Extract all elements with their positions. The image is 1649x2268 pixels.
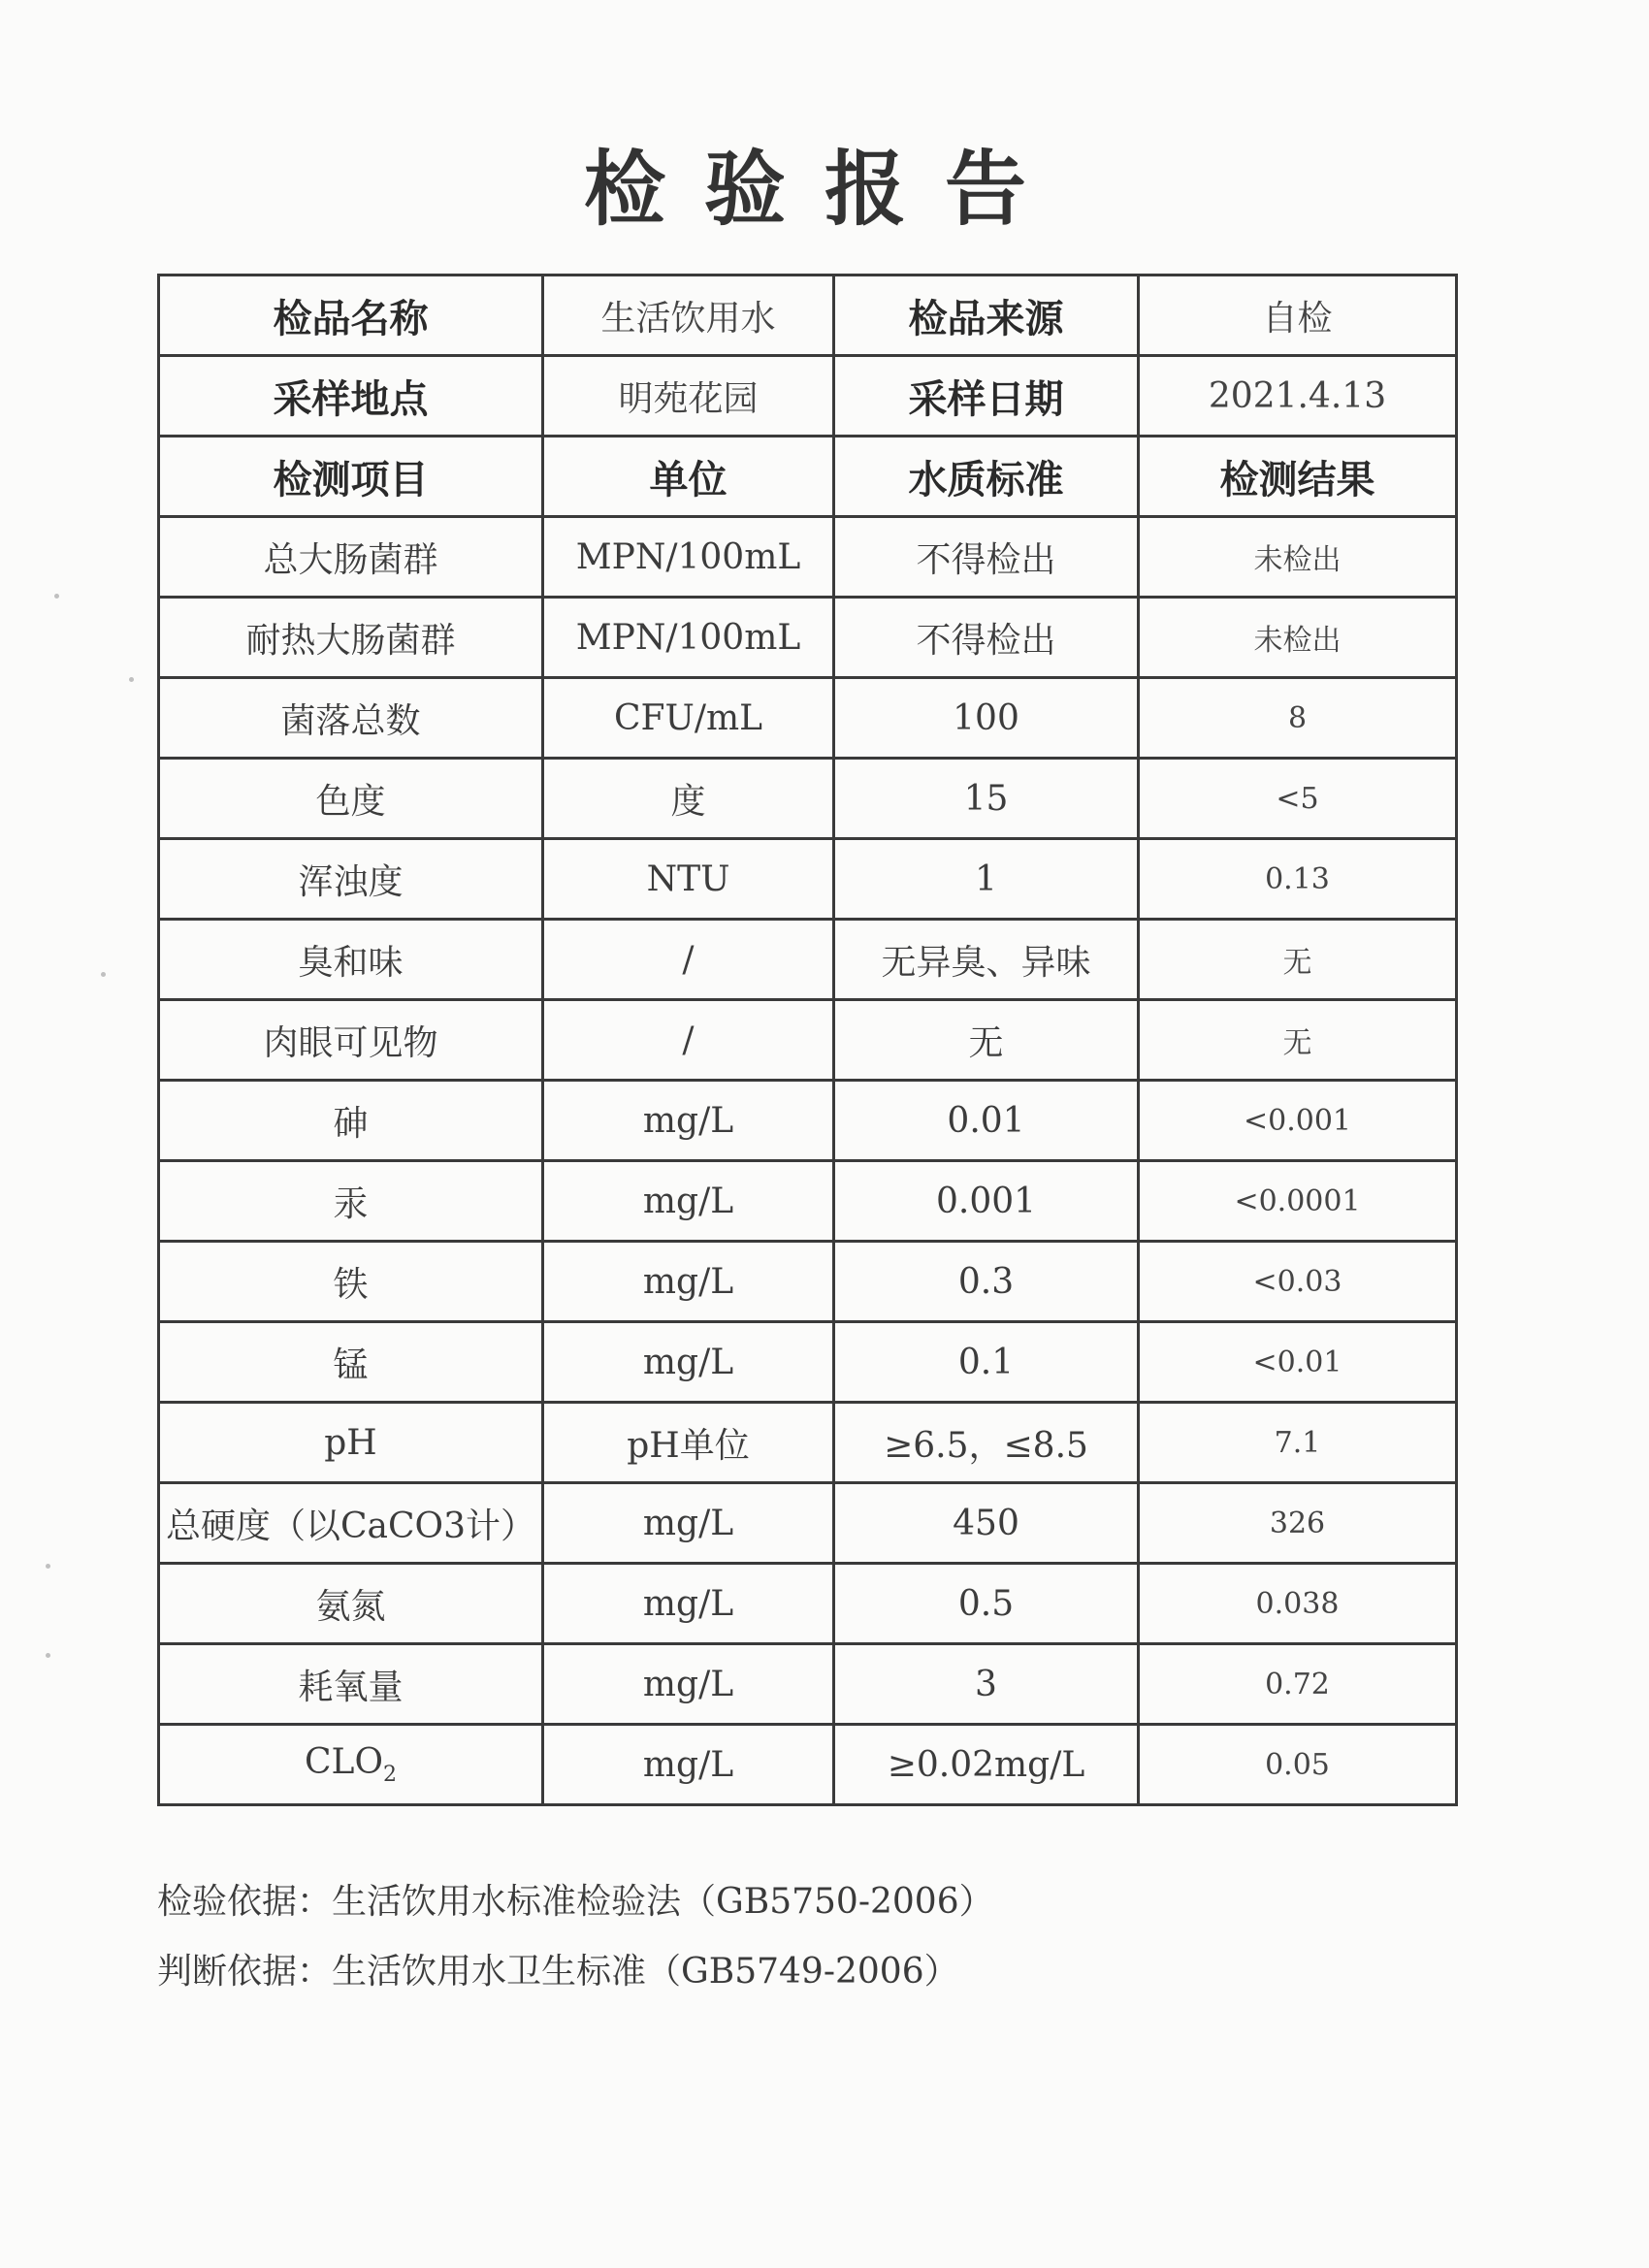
report-title: 检验报告 bbox=[583, 142, 1065, 237]
table-row bbox=[159, 1161, 1457, 1242]
table-row bbox=[159, 1564, 1457, 1644]
row-standard: 0.5 bbox=[834, 1564, 1139, 1644]
test-basis: 检验依据：生活饮用水标准检验法（GB5750-2006） bbox=[157, 1882, 994, 1922]
table-row bbox=[159, 759, 1457, 839]
row-item: 铁 bbox=[159, 1242, 543, 1322]
table-row bbox=[159, 1644, 1457, 1725]
row-unit: pH单位 bbox=[543, 1403, 834, 1483]
row-result: 0.13 bbox=[1139, 839, 1457, 920]
row-result: 0.05 bbox=[1139, 1725, 1457, 1805]
sampling-location-label: 采样地点 bbox=[159, 356, 543, 437]
table-row bbox=[159, 598, 1457, 678]
sampling-date-label: 采样日期 bbox=[834, 356, 1139, 437]
table-row bbox=[159, 920, 1457, 1000]
scan-speck bbox=[46, 1564, 50, 1569]
row-result: 未检出 bbox=[1139, 517, 1457, 598]
sample-name-label: 检品名称 bbox=[159, 275, 543, 356]
row-result: <0.03 bbox=[1139, 1242, 1457, 1322]
report-notes bbox=[157, 1867, 994, 2007]
row-result: 无 bbox=[1139, 1000, 1457, 1081]
row-item bbox=[159, 1725, 543, 1805]
row-unit: MPN/100mL bbox=[543, 517, 834, 598]
scan-speck bbox=[46, 1653, 50, 1658]
column-header-standard: 水质标准 bbox=[834, 437, 1139, 517]
row-standard: 100 bbox=[834, 678, 1139, 759]
report-table bbox=[157, 274, 1458, 1806]
row-unit: mg/L bbox=[543, 1161, 834, 1242]
row-result: <0.001 bbox=[1139, 1081, 1457, 1161]
row-standard: 3 bbox=[834, 1644, 1139, 1725]
row-standard: 不得检出 bbox=[834, 517, 1139, 598]
table-row bbox=[159, 1242, 1457, 1322]
row-standard: 450 bbox=[834, 1483, 1139, 1564]
row-unit: mg/L bbox=[543, 1644, 834, 1725]
row-result: <0.01 bbox=[1139, 1322, 1457, 1403]
info-row bbox=[159, 275, 1457, 356]
table-row bbox=[159, 839, 1457, 920]
column-header-item: 检测项目 bbox=[159, 437, 543, 517]
row-unit: mg/L bbox=[543, 1322, 834, 1403]
row-standard: 0.01 bbox=[834, 1081, 1139, 1161]
row-item: pH bbox=[159, 1403, 543, 1483]
row-item: 总大肠菌群 bbox=[159, 517, 543, 598]
column-header-result: 检测结果 bbox=[1139, 437, 1457, 517]
row-result: 326 bbox=[1139, 1483, 1457, 1564]
row-unit: mg/L bbox=[543, 1242, 834, 1322]
table-row bbox=[159, 678, 1457, 759]
table-row bbox=[159, 1000, 1457, 1081]
row-standard: 不得检出 bbox=[834, 598, 1139, 678]
row-item: 肉眼可见物 bbox=[159, 1000, 543, 1081]
row-result: 8 bbox=[1139, 678, 1457, 759]
row-item: 臭和味 bbox=[159, 920, 543, 1000]
row-standard: 无异臭、异味 bbox=[834, 920, 1139, 1000]
row-unit: mg/L bbox=[543, 1081, 834, 1161]
row-item-text: CLO bbox=[305, 1741, 383, 1782]
table-row bbox=[159, 1081, 1457, 1161]
row-unit: 度 bbox=[543, 759, 834, 839]
judgement-basis: 判断依据：生活饮用水卫生标准（GB5749-2006） bbox=[157, 1952, 959, 1992]
sample-name-value: 生活饮用水 bbox=[543, 275, 834, 356]
row-standard: 0.1 bbox=[834, 1322, 1139, 1403]
row-standard: 0.001 bbox=[834, 1161, 1139, 1242]
row-standard: ≥0.02mg/L bbox=[834, 1725, 1139, 1805]
row-unit: mg/L bbox=[543, 1725, 834, 1805]
sample-source-label: 检品来源 bbox=[834, 275, 1139, 356]
row-item: 氨氮 bbox=[159, 1564, 543, 1644]
table-row bbox=[159, 1483, 1457, 1564]
row-standard: 15 bbox=[834, 759, 1139, 839]
column-header-unit: 单位 bbox=[543, 437, 834, 517]
row-result: 0.72 bbox=[1139, 1644, 1457, 1725]
row-result: 无 bbox=[1139, 920, 1457, 1000]
row-result: 0.038 bbox=[1139, 1564, 1457, 1644]
scan-speck bbox=[101, 972, 106, 977]
sampling-location-value: 明苑花园 bbox=[543, 356, 834, 437]
row-item: 总硬度（以CaCO3计） bbox=[159, 1483, 543, 1564]
row-item: 砷 bbox=[159, 1081, 543, 1161]
scan-speck bbox=[54, 594, 59, 599]
row-unit: mg/L bbox=[543, 1564, 834, 1644]
scan-speck bbox=[129, 677, 134, 682]
row-unit: CFU/mL bbox=[543, 678, 834, 759]
row-unit: mg/L bbox=[543, 1483, 834, 1564]
row-unit: NTU bbox=[543, 839, 834, 920]
row-result: 未检出 bbox=[1139, 598, 1457, 678]
row-standard: 1 bbox=[834, 839, 1139, 920]
row-unit: / bbox=[543, 920, 834, 1000]
sample-source-value: 自检 bbox=[1139, 275, 1457, 356]
row-item: 耐热大肠菌群 bbox=[159, 598, 543, 678]
row-item: 菌落总数 bbox=[159, 678, 543, 759]
row-item-subscript: 2 bbox=[382, 1763, 397, 1788]
row-standard: 无 bbox=[834, 1000, 1139, 1081]
row-standard: 0.3 bbox=[834, 1242, 1139, 1322]
sampling-date-value: 2021.4.13 bbox=[1139, 356, 1457, 437]
column-header-row bbox=[159, 437, 1457, 517]
row-result: 7.1 bbox=[1139, 1403, 1457, 1483]
table-row bbox=[159, 1403, 1457, 1483]
row-item: 色度 bbox=[159, 759, 543, 839]
table-row bbox=[159, 1322, 1457, 1403]
table-row bbox=[159, 517, 1457, 598]
row-item: 汞 bbox=[159, 1161, 543, 1242]
row-item: 浑浊度 bbox=[159, 839, 543, 920]
row-item: 锰 bbox=[159, 1322, 543, 1403]
row-result: <0.0001 bbox=[1139, 1161, 1457, 1242]
table-row bbox=[159, 1725, 1457, 1805]
info-row bbox=[159, 356, 1457, 437]
row-unit: / bbox=[543, 1000, 834, 1081]
row-standard: ≥6.5，≤8.5 bbox=[834, 1403, 1139, 1483]
row-unit: MPN/100mL bbox=[543, 598, 834, 678]
row-result: <5 bbox=[1139, 759, 1457, 839]
row-item: 耗氧量 bbox=[159, 1644, 543, 1725]
